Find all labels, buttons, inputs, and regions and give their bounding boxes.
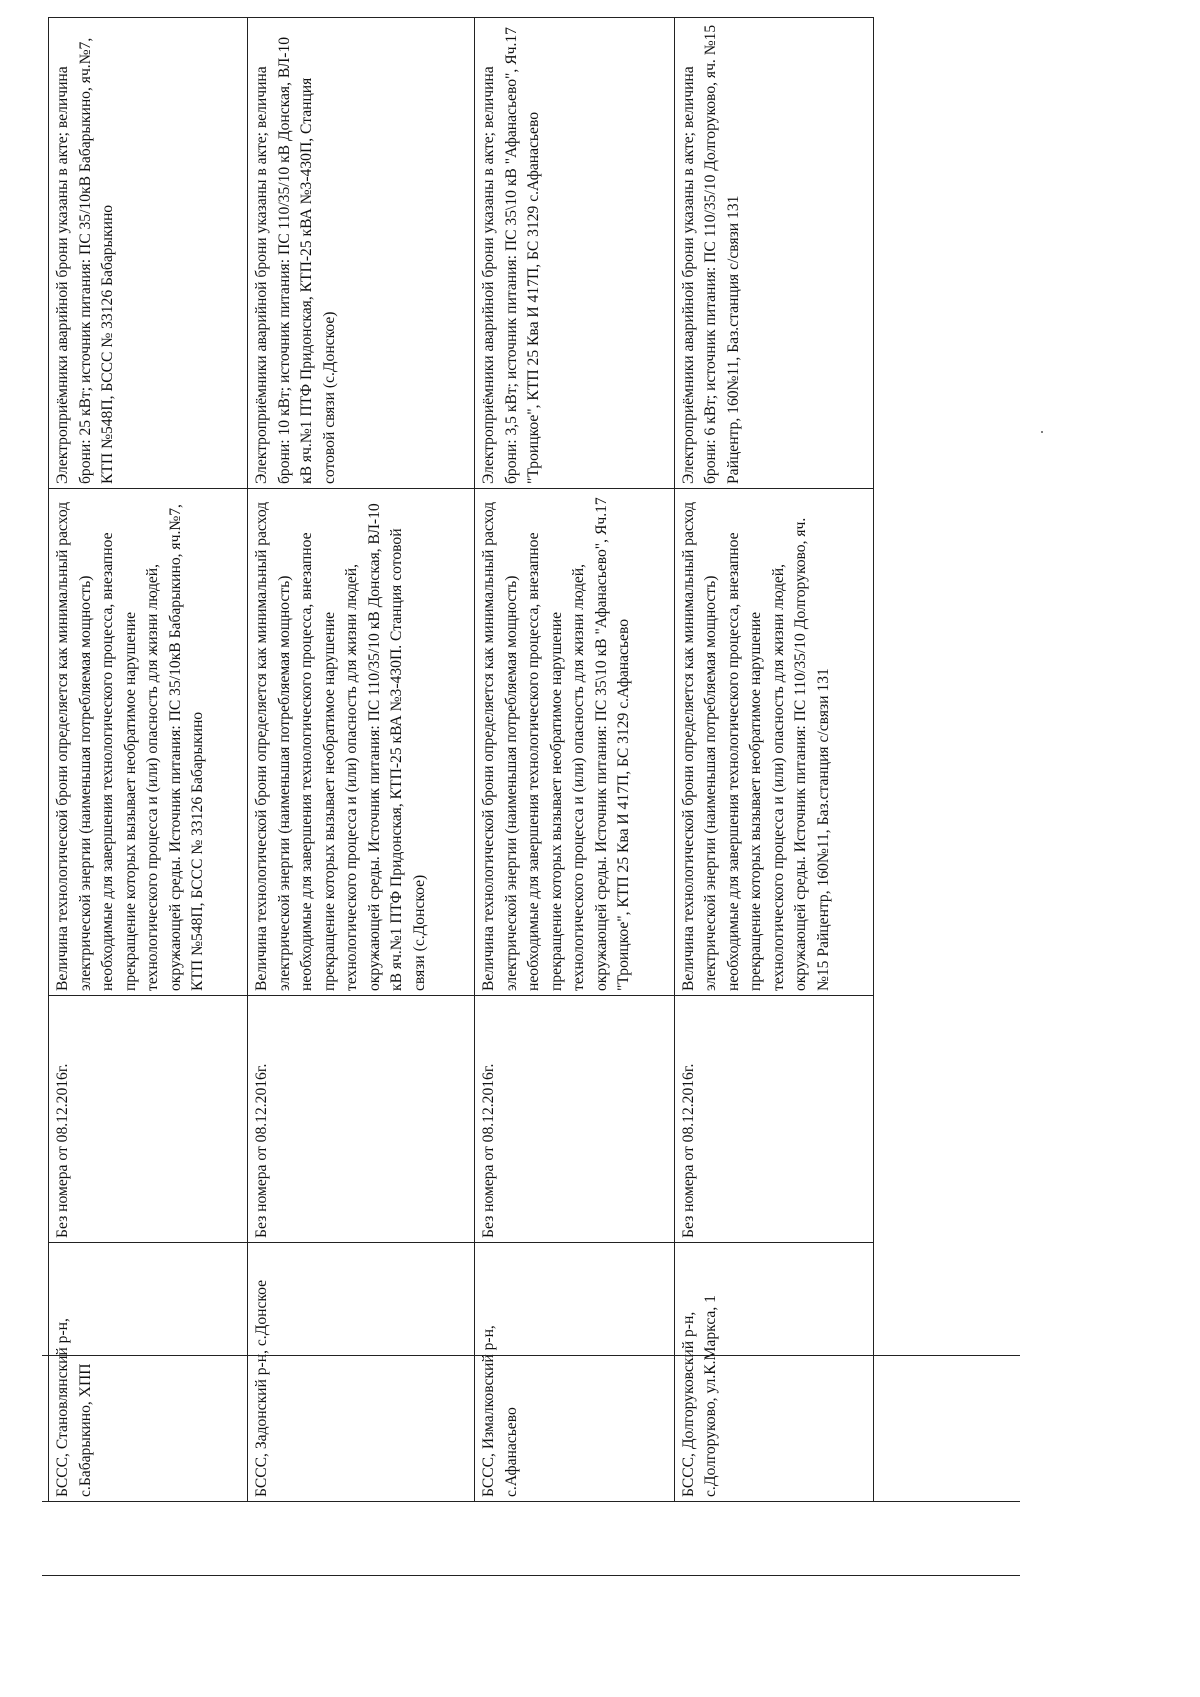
cell-emergency-reserve: Электроприёмники аварийной брони указаны в акте; величина брони: 6 кВт; источник питания: ПС 110/35/10 Долгоруково, яч. №15 Райцентр, 160№11, Баз.станция с/связи 131 [674, 18, 873, 489]
cell-act: Без номера от 08.12.2016г. [248, 996, 475, 1243]
divider-line [42, 1355, 1020, 1356]
divider-line [42, 1575, 1020, 1576]
cell-location: БССС, Задонский р-н, с.Донское [248, 1243, 475, 1502]
cell-technological-reserve: Величина технологической брони определяется как минимальный расход электрической энергии (наименьшая потребляемая мощность) необходимые для завершения технологического процесса, внезапное прекращение которых вызывает необратимое нарушение технологического процесса и (или) опасность для жизни людей, окружающей среды. Источник питания: ПС 110/35/10 кВ Донская, ВЛ-10 кВ яч.№1 ПТФ Придонская, КТП-25 кВА №3-430П. Станция сотовой связи (с.Донское) [248, 489, 475, 996]
cell-act: Без номера от 08.12.2016г. [475, 996, 674, 1243]
cell-technological-reserve: Величина технологической брони определяется как минимальный расход электрической энергии (наименьшая потребляемая мощность) необходимые для завершения технологического процесса, внезапное прекращение которых вызывает необратимое нарушение технологического процесса и (или) опасность для жизни людей, окружающей среды. Источник питания: ПС 110/35/10 Долгоруково, яч. №15 Райцентр, 160№11, Баз.станция с/связи 131 [674, 489, 873, 996]
cell-emergency-reserve: Электроприёмники аварийной брони указаны в акте; величина брони: 10 кВт; источник питания: ПС 110/35/10 кВ Донская, ВЛ-10 кВ яч.№1 ПТФ Придонская, КТП-25 кВА №3-430П, Станция сотовой связи (с.Донское) [248, 18, 475, 489]
cell-emergency-reserve: Электроприёмники аварийной брони указаны в акте; величина брони: 3,5 кВт; источник питания: ПС 35\10 кВ "Афанасьево", Яч.17 "Троицкое", КТП 25 Ква И 417П, БС 3129 с.Афанасьево [475, 18, 674, 489]
cell-act: Без номера от 08.12.2016г. [49, 996, 248, 1243]
table-row [248, 18, 475, 1502]
table-row [674, 18, 873, 1502]
rotated-table-container [48, 24, 874, 1502]
cell-emergency-reserve: Электроприёмники аварийной брони указаны в акте; величина брони: 25 кВт; источник питания: ПС 35/10кВ Бабарыкино, яч.№7, КТП №548П, БССС № 33126 Бабарыкино [49, 18, 248, 489]
cell-location: БССС, Становлянский р-н, с.Бабарыкино, ХПП [49, 1243, 248, 1502]
cell-act: Без номера от 08.12.2016г. [674, 996, 873, 1243]
cell-technological-reserve: Величина технологической брони определяется как минимальный расход электрической энергии (наименьшая потребляемая мощность) необходимые для завершения технологического процесса, внезапное прекращение которых вызывает необратимое нарушение технологического процесса и (или) опасность для жизни людей, окружающей среды. Источник питания: ПС 35/10кВ Бабарыкино, яч.№7, КТП №548П, БССС № 33126 Бабарыкино [49, 489, 248, 996]
cell-technological-reserve: Величина технологической брони определяется как минимальный расход электрической энергии (наименьшая потребляемая мощность) необходимые для завершения технологического процесса, внезапное прекращение которых вызывает необратимое нарушение технологического процесса и (или) опасность для жизни людей, окружающей среды. Источник питания: ПС 35\10 кВ "Афанасьево", Яч.17 "Троицкое", КТП 25 Ква И 417П, БС 3129 с.Афанасьево [475, 489, 674, 996]
power-reserve-table [48, 17, 874, 1502]
table-row [475, 18, 674, 1502]
cell-location: БССС, Долгоруковский р-н, с.Долгоруково, ул.К.Маркса, 1 [674, 1243, 873, 1502]
divider-line [42, 1501, 1020, 1502]
table-row [49, 18, 248, 1502]
scan-speck [1041, 431, 1043, 433]
cell-location: БССС, Измалковский р-н, с.Афанасьево [475, 1243, 674, 1502]
